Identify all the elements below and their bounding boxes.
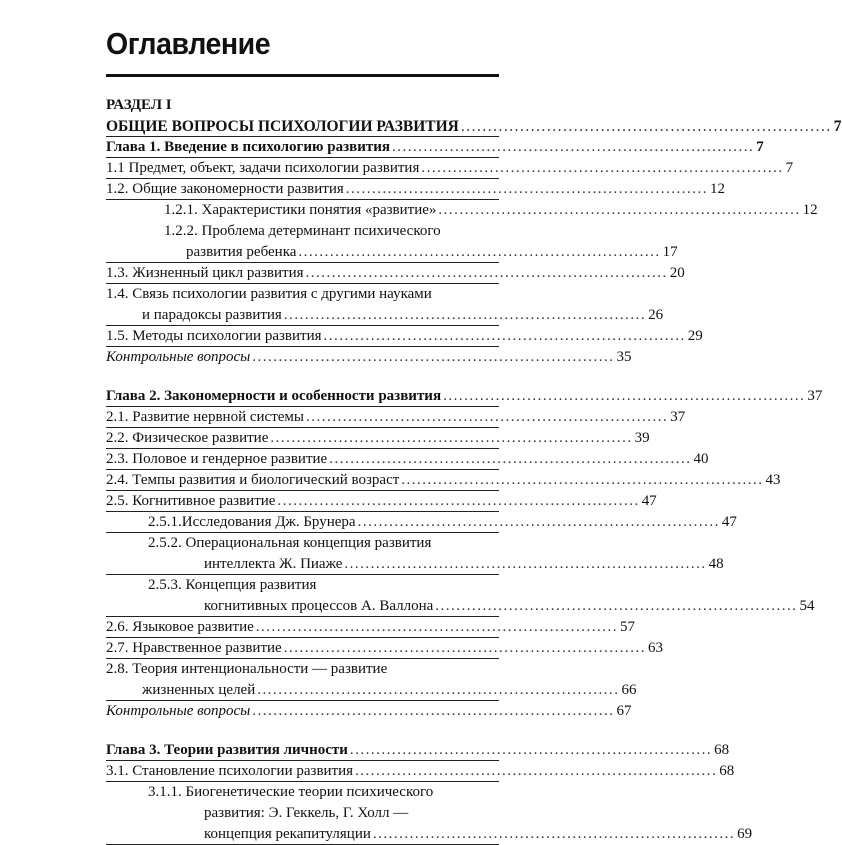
toc-entry-review-questions[interactable] xyxy=(106,701,632,722)
page-number: 57 xyxy=(618,617,635,638)
entry-text: 2.4. Темпы развития и биологический возраст xyxy=(106,470,401,491)
leader-dots: ..................................................................... xyxy=(349,742,713,758)
toc-entry[interactable] xyxy=(106,659,499,680)
toc-entry-continuation[interactable] xyxy=(106,554,724,575)
page-number: 47 xyxy=(640,491,657,512)
toc-entry[interactable] xyxy=(106,470,781,491)
leader-dots: ..................................................................... xyxy=(355,763,718,779)
toc-entry[interactable] xyxy=(106,407,686,428)
page-number: 37 xyxy=(805,386,822,407)
entry-text: 1.5. Методы психологии развития xyxy=(106,326,324,347)
entry-text: когнитивных процессов А. Валлона xyxy=(204,596,435,617)
entry-text: 2.5. Когнитивное развитие xyxy=(106,491,277,512)
leader-dots: ..................................................................... xyxy=(329,451,692,467)
entry-text: 2.5.1.Исследования Дж. Брунера xyxy=(148,512,358,533)
entry-text: 2.3. Половое и гендерное развитие xyxy=(106,449,329,470)
toc-entry[interactable] xyxy=(106,449,709,470)
toc-entry-review-questions[interactable] xyxy=(106,347,632,368)
page-number: 29 xyxy=(686,326,703,347)
leader-dots: ..................................................................... xyxy=(435,598,798,614)
entry-text: 1.2.2. Проблема детерминант психического xyxy=(164,221,441,242)
leader-dots: ..................................................................... xyxy=(345,181,709,197)
entry-text: 2.6. Языковое развитие xyxy=(106,617,256,638)
page-number: 17 xyxy=(661,242,678,263)
toc-entry[interactable] xyxy=(106,761,735,782)
page-number: 68 xyxy=(712,740,729,761)
entry-text: Контрольные вопросы xyxy=(106,701,252,722)
entry-text: интеллекта Ж. Пиаже xyxy=(204,554,344,575)
entry-text: 1.2.1. Характеристики понятия «развитие» xyxy=(164,200,438,221)
leader-dots: ..................................................................... xyxy=(323,328,686,344)
page-number: 12 xyxy=(801,200,818,221)
page-number: 37 xyxy=(668,407,685,428)
entry-text: Глава 2. Закономерности и особенности развития xyxy=(106,386,443,407)
leader-dots: ..................................................................... xyxy=(255,619,619,635)
entry-text: 1.2. Общие закономерности развития xyxy=(106,179,346,200)
page-number: 47 xyxy=(720,512,737,533)
section-label: РАЗДЕЛ I xyxy=(106,95,172,116)
entry-text: и парадоксы развития xyxy=(142,305,284,326)
toc-entry[interactable] xyxy=(106,221,499,242)
leader-dots: ..................................................................... xyxy=(344,556,707,572)
entry-text: 3.1.1. Биогенетические теории психического xyxy=(148,782,433,803)
toc-entry[interactable] xyxy=(106,179,726,200)
toc-entry-chapter[interactable] xyxy=(106,740,730,761)
leader-dots: ..................................................................... xyxy=(372,826,736,842)
leader-dots: ..................................................................... xyxy=(298,244,661,260)
section-label-row xyxy=(106,95,499,116)
page-number: 35 xyxy=(615,347,632,368)
toc-entry[interactable] xyxy=(106,638,663,659)
toc-entry[interactable] xyxy=(106,428,650,449)
toc-entry[interactable] xyxy=(106,158,794,179)
toc-entry[interactable] xyxy=(106,200,818,221)
leader-dots: ..................................................................... xyxy=(270,430,633,446)
leader-dots: ..................................................................... xyxy=(277,493,640,509)
entry-text: концепция рекапитуляции xyxy=(204,824,373,845)
toc-entry[interactable] xyxy=(106,263,685,284)
toc-entry-chapter[interactable] xyxy=(106,137,764,158)
entry-text: 2.8. Теория интенциональности — развитие xyxy=(106,659,387,680)
page-number: 7 xyxy=(754,137,764,158)
leader-dots: ..................................................................... xyxy=(401,472,764,488)
toc-entry[interactable] xyxy=(106,617,636,638)
page-title: Оглавление xyxy=(106,26,271,61)
entry-text: развития ребенка xyxy=(186,242,298,263)
section-title-row[interactable] xyxy=(106,116,842,137)
toc-entry-continuation[interactable] xyxy=(106,596,815,617)
entry-text: Глава 1. Введение в психологию развития xyxy=(106,137,392,158)
toc-entry-chapter[interactable] xyxy=(106,386,823,407)
leader-dots: ..................................................................... xyxy=(305,265,668,281)
leader-dots: ..................................................................... xyxy=(443,388,806,404)
entry-text: 1.3. Жизненный цикл развития xyxy=(106,263,306,284)
toc-entry[interactable] xyxy=(106,575,499,596)
page-number: 67 xyxy=(615,701,632,722)
leader-dots: ..................................................................... xyxy=(357,514,720,530)
page-number: 40 xyxy=(691,449,708,470)
page-number: 69 xyxy=(735,824,752,845)
page-number: 12 xyxy=(708,179,725,200)
entry-text: Контрольные вопросы xyxy=(106,347,252,368)
leader-dots: ..................................................................... xyxy=(391,139,755,155)
leader-dots: ..................................................................... xyxy=(283,307,647,323)
toc-entry[interactable] xyxy=(106,284,499,305)
leader-dots: ..................................................................... xyxy=(252,703,615,719)
entry-text: 2.2. Физическое развитие xyxy=(106,428,270,449)
toc-entry-continuation[interactable] xyxy=(106,305,664,326)
page-number: 43 xyxy=(764,470,781,491)
entry-text: 2.7. Нравственное развитие xyxy=(106,638,284,659)
toc-entry-continuation[interactable] xyxy=(106,824,753,845)
toc-entry-continuation[interactable] xyxy=(106,242,678,263)
entry-text: 1.4. Связь психологии развития с другими науками xyxy=(106,284,432,305)
entry-text: Глава 3. Теории развития личности xyxy=(106,740,350,761)
page-number: 26 xyxy=(646,305,663,326)
leader-dots: ..................................................................... xyxy=(305,409,669,425)
page-number: 68 xyxy=(717,761,734,782)
entry-text: 2.1. Развитие нервной системы xyxy=(106,407,306,428)
entry-text: 1.1 Предмет, объект, задачи психологии развития xyxy=(106,158,421,179)
page-number: 7 xyxy=(784,158,794,179)
entry-text: 2.5.2. Операциональная концепция развития xyxy=(148,533,431,554)
toc-entry-continuation[interactable] xyxy=(106,680,637,701)
leader-dots: ..................................................................... xyxy=(438,202,801,218)
leader-dots: ..................................................................... xyxy=(252,349,615,365)
table-of-contents xyxy=(106,95,842,845)
leader-dots: ..................................................................... xyxy=(283,640,646,656)
entry-text: развития: Э. Геккель, Г. Холл — xyxy=(204,803,408,824)
toc-entry[interactable] xyxy=(106,491,657,512)
title-divider xyxy=(106,74,499,77)
toc-entry[interactable] xyxy=(106,533,499,554)
page-number: 54 xyxy=(798,596,815,617)
toc-entry[interactable] xyxy=(106,512,737,533)
page-number: 20 xyxy=(668,263,685,284)
entry-text: 3.1. Становление психологии развития xyxy=(106,761,355,782)
page-number: 7 xyxy=(833,118,842,135)
entry-text: 2.5.3. Концепция развития xyxy=(148,575,316,596)
page-number: 63 xyxy=(646,638,663,659)
section-title: ОБЩИЕ ВОПРОСЫ ПСИХОЛОГИИ РАЗВИТИЯ xyxy=(106,118,459,135)
leader-dots: ..................................................................... xyxy=(421,160,784,176)
page-number: 39 xyxy=(633,428,650,449)
leader-dots: ..................................................................... xyxy=(257,682,620,698)
toc-entry-continuation[interactable] xyxy=(106,803,499,824)
toc-entry[interactable] xyxy=(106,782,499,803)
entry-text: жизненных целей xyxy=(142,680,257,701)
toc-entry[interactable] xyxy=(106,326,703,347)
page-number: 48 xyxy=(707,554,724,575)
page-number: 66 xyxy=(620,680,637,701)
leader-dots: ..................................................................... xyxy=(460,118,832,135)
